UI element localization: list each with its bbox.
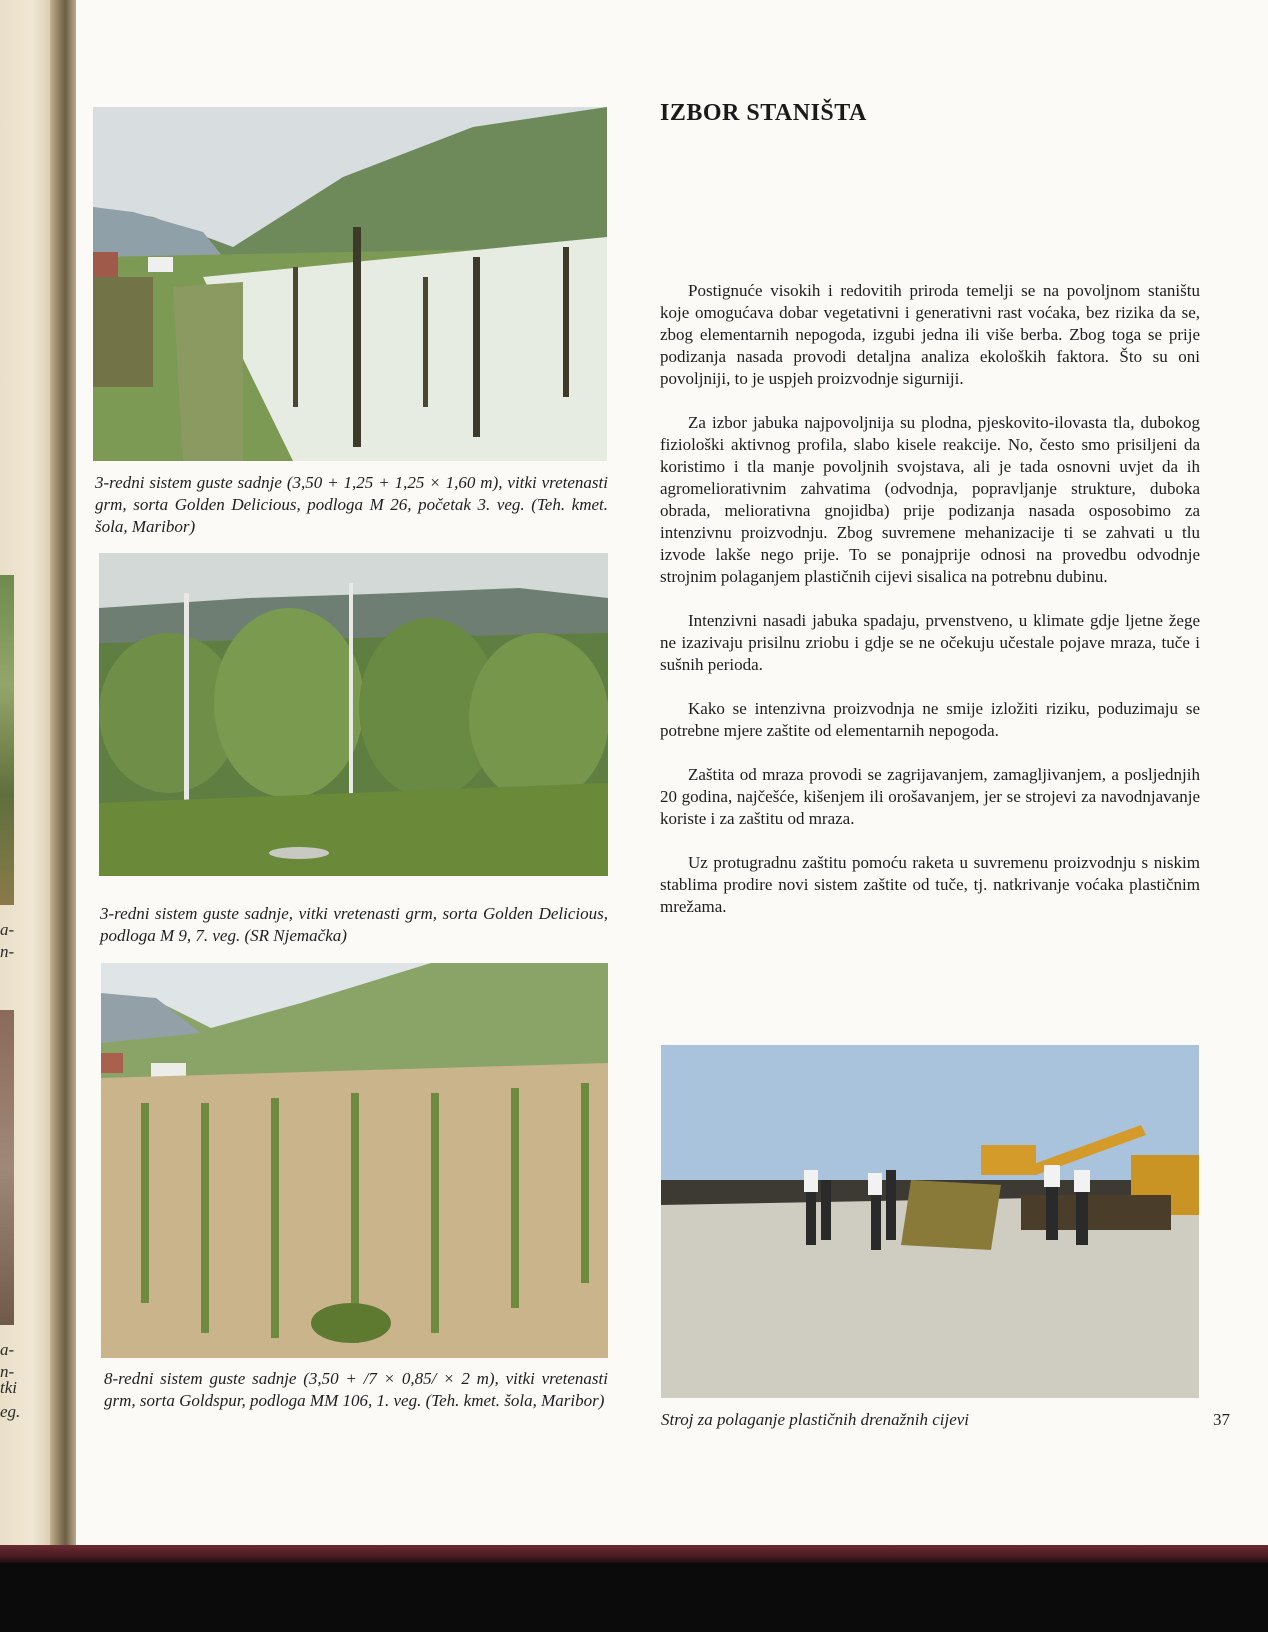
orchard-blossom-photo [93, 107, 607, 461]
photo-caption: Stroj za polaganje plastičnih drenažnih cijevi [661, 1410, 970, 1429]
left-page-text-fragment: eg. [0, 1402, 21, 1421]
left-page-photo-strip [0, 575, 14, 905]
left-page-edge [0, 0, 54, 1553]
book-gutter [50, 0, 78, 1553]
photo-caption: 8-redni sistem guste sadnje (3,50 + /7 × 0,85/ × 2 m), vitki vretenasti grm, sorta Goldspur, podloga MM 106, 1. veg. (Teh. kmet. šola, Maribor) [104, 1369, 608, 1410]
left-page-text-fragment: n- [0, 1362, 15, 1381]
orchard-netting-photo [99, 553, 608, 876]
paragraph: Zaštita od mraza provodi se zagrijavanjem, zamagljivanjem, a posljednjih 20 godina, najčešće, kišenjem ili orošavanjem, jer se strojevi za navodnjavanje koriste i za zaštitu od mraza. [660, 765, 1200, 828]
body-text [660, 280, 1200, 940]
left-page-text-fragment: a- [0, 920, 15, 939]
paragraph: Za izbor jabuka najpovoljnija su plodna, pjeskovito-ilovasta tla, dubokog fiziološki aktivnog profila, slabo kisele reakcije. No, često smo prisiljeni da koristimo i tla manje povoljnih svojstava, ali je tada osnovni uvjet da ih agromeliorativnim zahvatima (odvodnja, popravljanje strukture, duboka obrada, meliorativna gnojidba) prije podizanja nasada osposobimo za intenzivnu proizvodnju. Zbog suvremene mehanizacije ti se zahvati u tlu izvode lakše nego prije. To se ponajprije odnosi na provedbu odvodnje strojnim polaganjem plastičnih cijevi sisalica na potrebnu dubinu. [660, 413, 1200, 586]
left-page-text-fragment: n- [0, 942, 15, 961]
left-page-text-fragment: tki [0, 1378, 17, 1397]
drainage-machine-photo [661, 1045, 1199, 1398]
book-cover-edge [0, 1545, 1268, 1563]
paragraph: Intenzivni nasadi jabuka spadaju, prvenstveno, u klimate gdje ljetne žege ne izazivaju prisilnu zriobu i gdje se ne očekuju učestale pojave mraza, tuče i sušnih perioda. [660, 611, 1200, 674]
paragraph: Uz protugradnu zaštitu pomoću raketa u suvremenu proizvodnju s niskim stablima prodire novi sistem zaštite od tuče, tj. natkrivanje voćaka plastičnim mrežama. [660, 853, 1200, 916]
left-page-text-fragment: a- [0, 1340, 15, 1359]
photo-caption: 3-redni sistem guste sadnje, vitki vretenasti grm, sorta Golden Delicious, podloga M 9, 7. veg. (SR Njemačka) [100, 904, 608, 945]
paragraph: Kako se intenzivna proizvodnja ne smije izložiti riziku, poduzimaju se potrebne mjere zaštite od elementarnih nepogoda. [660, 699, 1200, 740]
orchard-young-trees-photo [101, 963, 608, 1358]
photo-caption: 3-redni sistem guste sadnje (3,50 + 1,25 + 1,25 × 1,60 m), vitki vretenasti grm, sorta Golden Delicious, podloga M 26, početak 3. veg. (Teh. kmet. šola, Maribor) [95, 473, 608, 536]
paragraph: Postignuće visokih i redovitih priroda temelji se na povoljnom staništu koje omogućava dobar vegetativni i generativni rast voćaka, bez rizika da se, zbog elementarnih nepogoda, izgubi jedna ili više berba. Zbog toga se prije podizanja nasada provodi detaljna analiza ekoloških faktora. Što su oni povoljniji, to je uspjeh proizvodnje sigurniji. [660, 281, 1200, 388]
page-title: IZBOR STANIŠTA [660, 100, 867, 126]
page-number: 37 [1213, 1410, 1230, 1429]
left-page-photo-strip [0, 1010, 14, 1325]
